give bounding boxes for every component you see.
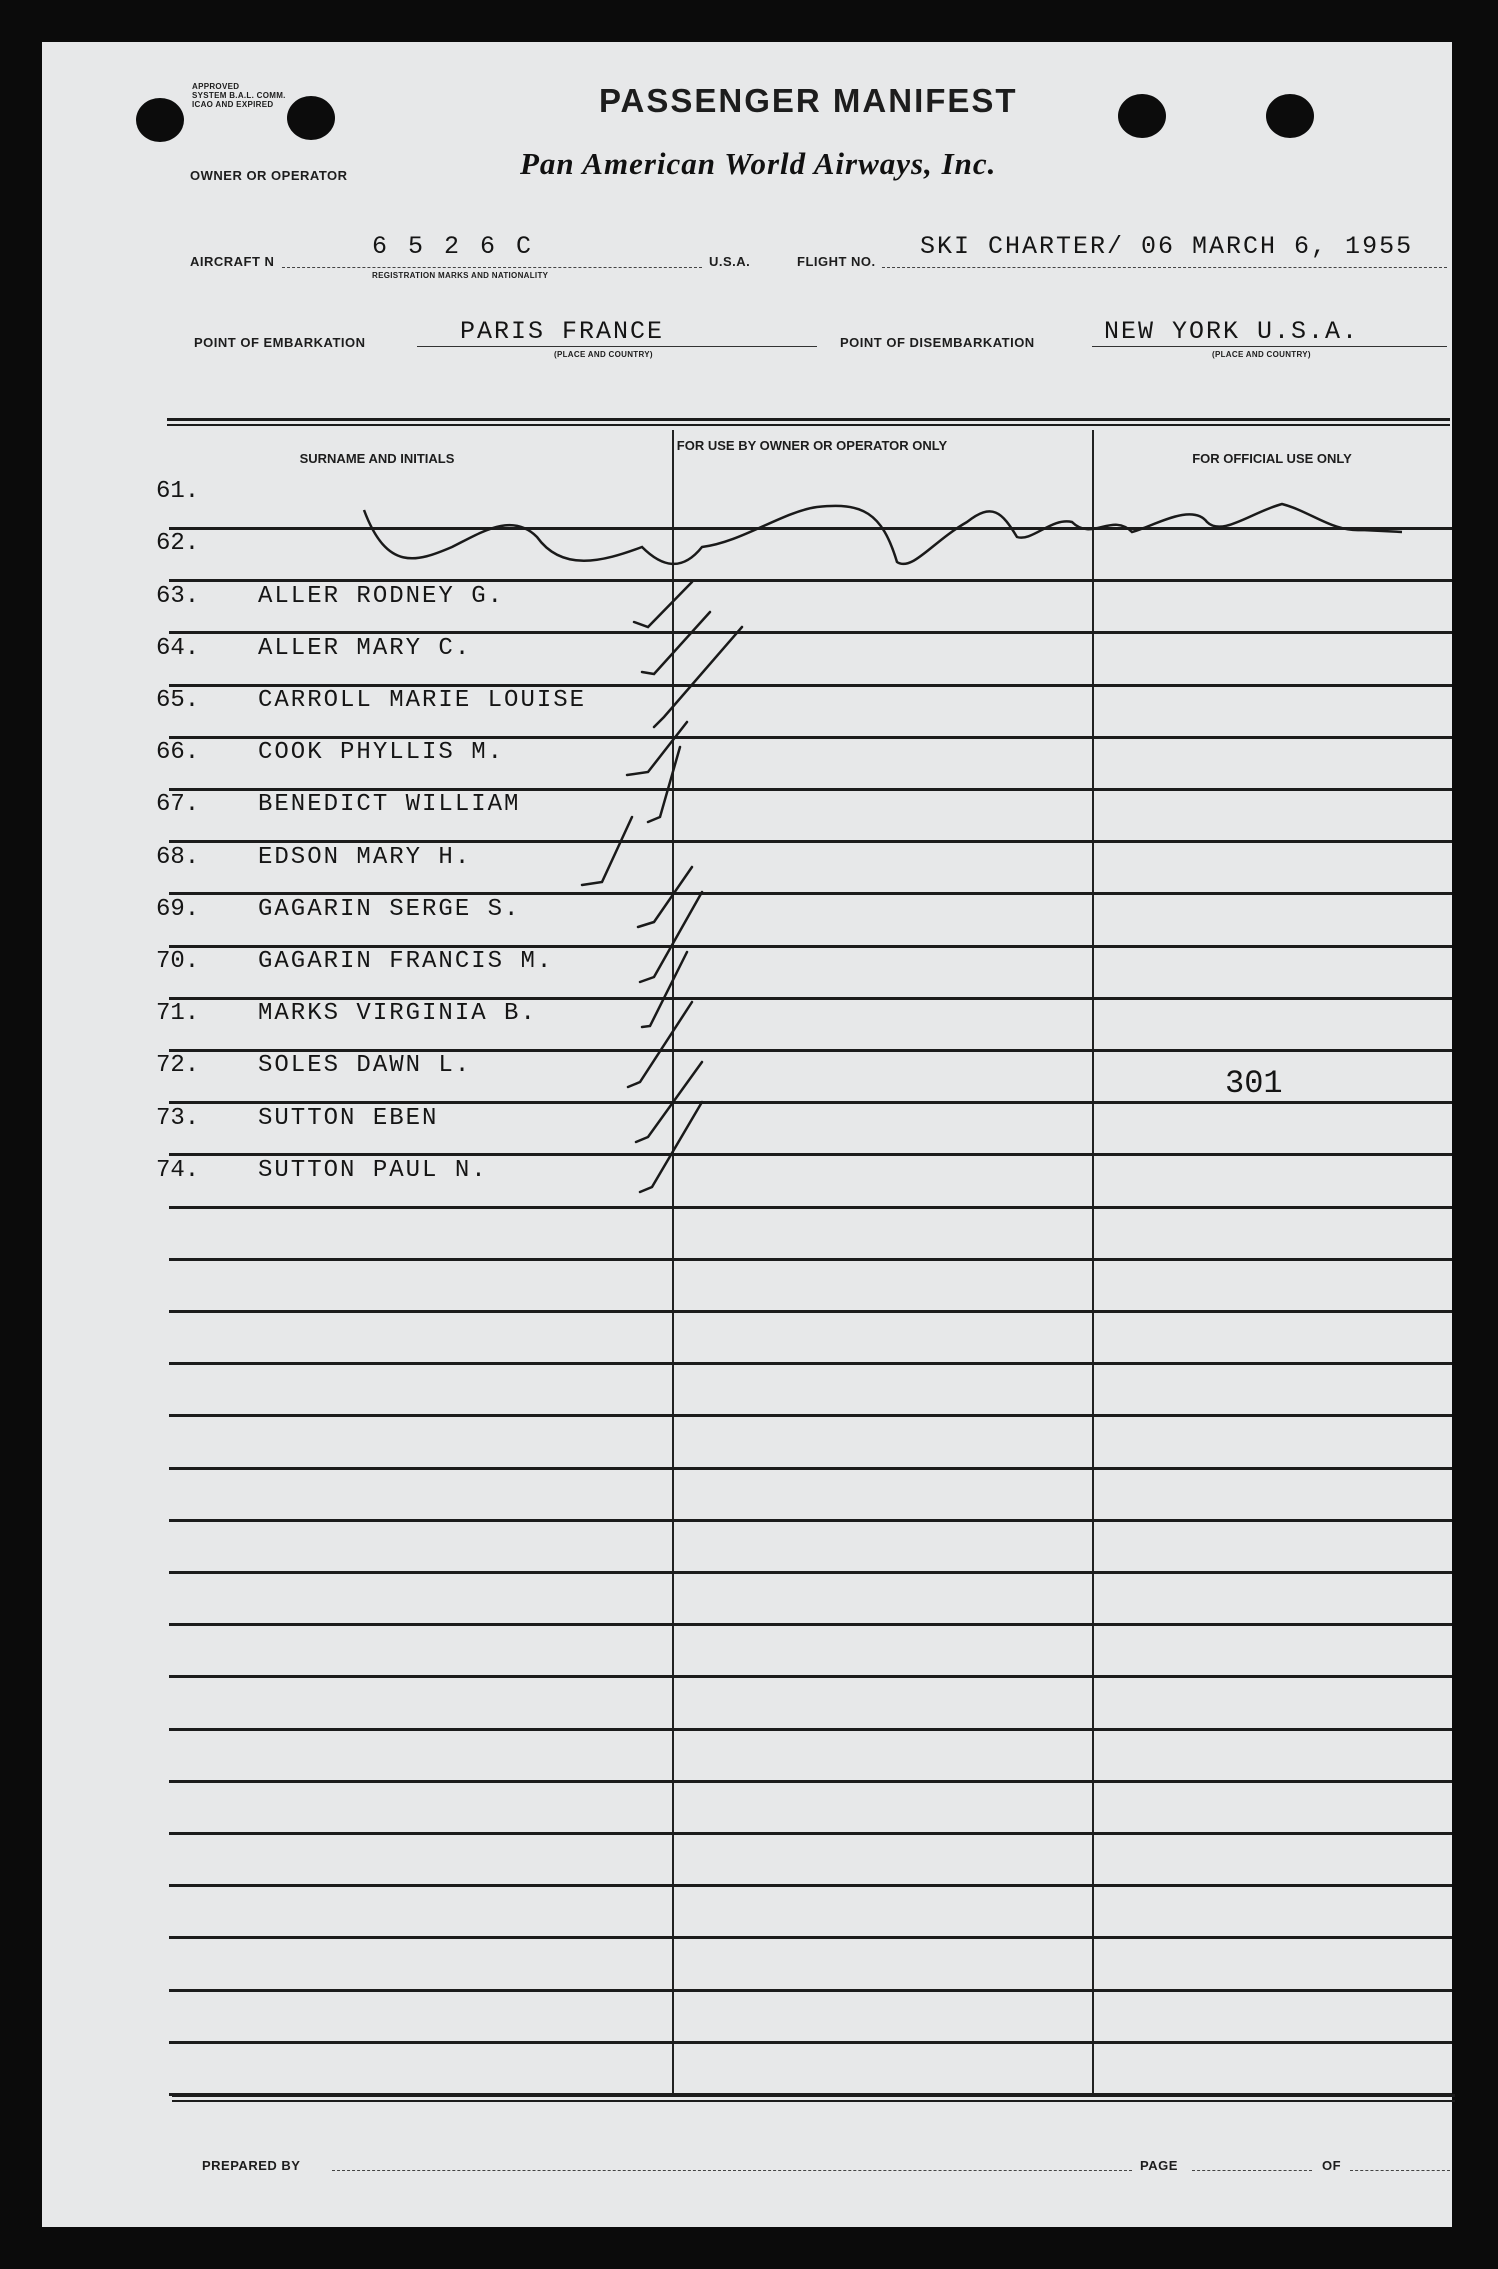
flight-number: SKI CHARTER/ 06 MARCH 6, 1955 (920, 232, 1414, 261)
row-number: 62. (156, 530, 200, 557)
stamp-line: SYSTEM B.A.L. COMM. (192, 91, 286, 100)
usa-label: U.S.A. (709, 254, 751, 269)
check-mark (642, 952, 687, 1027)
disembarkation-sublabel: (PLACE AND COUNTRY) (1212, 350, 1311, 359)
check-mark (628, 1002, 692, 1087)
passenger-name: GAGARIN FRANCIS M. (258, 948, 554, 975)
aircraft-sublabel: REGISTRATION MARKS AND NATIONALITY (372, 271, 549, 280)
check-mark (654, 627, 742, 727)
aircraft-registration: 6 5 2 6 C (372, 232, 535, 261)
stamp-line: ICAO AND EXPIRED (192, 100, 274, 109)
passenger-name: SUTTON PAUL N. (258, 1157, 488, 1184)
page-title: PASSENGER MANIFEST (599, 82, 1018, 119)
row-number: 66. (156, 739, 200, 766)
passenger-name: ALLER MARY C. (258, 635, 472, 662)
passenger-name: GAGARIN SERGE S. (258, 896, 521, 923)
row-number: 74. (156, 1157, 200, 1184)
passenger-name: SUTTON EBEN (258, 1105, 439, 1132)
row-number: 72. (156, 1052, 200, 1079)
check-mark (648, 747, 680, 822)
aircraft-label: AIRCRAFT N (190, 254, 275, 269)
stamp-line: APPROVED (192, 82, 240, 91)
table-bottom-rule (172, 2094, 1455, 2097)
row-number: 69. (156, 896, 200, 923)
row-number: 64. (156, 635, 200, 662)
passenger-name: COOK PHYLLIS M. (258, 739, 505, 766)
passenger-name: EDSON MARY H. (258, 844, 472, 871)
row-number: 67. (156, 791, 200, 818)
prepared-by-label: PREPARED BY (202, 2158, 301, 2173)
row-number: 70. (156, 948, 200, 975)
handwritten-marks (42, 42, 1452, 2227)
row-number: 63. (156, 583, 200, 610)
cancel-scribble (364, 504, 1402, 564)
of-label: OF (1322, 2158, 1342, 2173)
embarkation-label: POINT OF EMBARKATION (194, 335, 366, 350)
embarkation-sublabel: (PLACE AND COUNTRY) (554, 350, 653, 359)
disembarkation-label: POINT OF DISEMBARKATION (840, 335, 1035, 350)
passenger-name: MARKS VIRGINIA B. (258, 1000, 537, 1027)
row-number: 68. (156, 844, 200, 871)
embarkation-value: PARIS FRANCE (460, 317, 665, 346)
column-header-surname: SURNAME AND INITIALS (299, 451, 455, 466)
column-header-official: FOR OFFICIAL USE ONLY (1192, 451, 1352, 466)
row-number: 73. (156, 1105, 200, 1132)
check-mark (638, 867, 692, 927)
official-note: 301 (1225, 1065, 1283, 1102)
check-mark (582, 817, 632, 885)
disembarkation-value: NEW YORK U.S.A. (1104, 317, 1360, 346)
owner-name: Pan American World Airways, Inc. (520, 146, 997, 181)
passenger-name: SOLES DAWN L. (258, 1052, 472, 1079)
passenger-name: CARROLL MARIE LOUISE (258, 687, 587, 714)
check-mark (627, 722, 687, 775)
column-header-owner: FOR USE BY OWNER OR OPERATOR ONLY (676, 438, 948, 453)
check-mark (640, 892, 702, 982)
row-number: 65. (156, 687, 200, 714)
check-mark (640, 1102, 702, 1192)
row-number: 71. (156, 1000, 200, 1027)
passenger-name: ALLER RODNEY G. (258, 583, 505, 610)
page-label: PAGE (1140, 2158, 1178, 2173)
owner-label: OWNER OR OPERATOR (190, 168, 348, 183)
flight-label: FLIGHT NO. (797, 254, 876, 269)
passenger-name: BENEDICT WILLIAM (258, 791, 521, 818)
manifest-sheet (42, 42, 1452, 2227)
row-number: 61. (156, 478, 200, 505)
table-bottom-rule (172, 2100, 1455, 2102)
check-mark (634, 582, 692, 627)
